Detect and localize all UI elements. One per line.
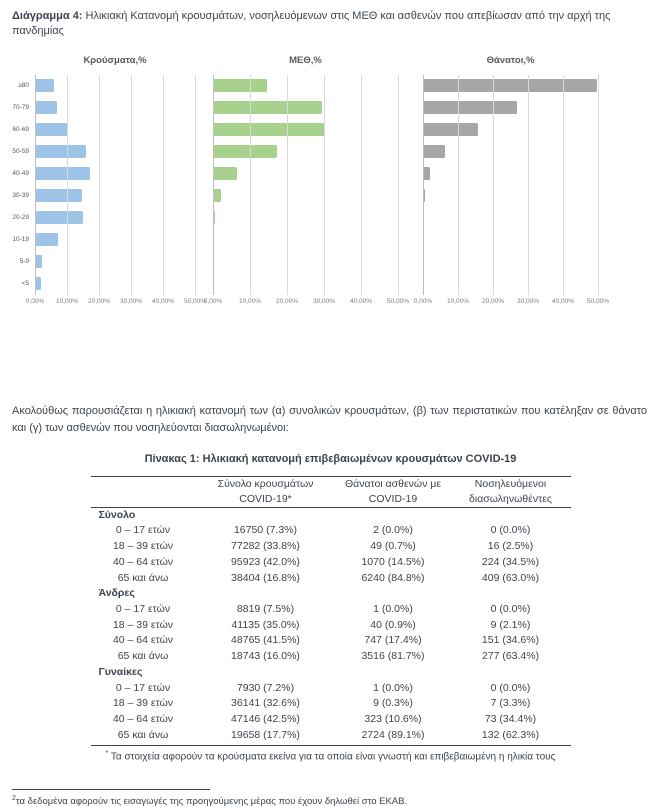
figure-title bbox=[0, 0, 661, 39]
bar bbox=[213, 189, 221, 202]
bar bbox=[213, 167, 237, 180]
header-intubated: Νοσηλευόμενοι διασωληνωθέντες bbox=[451, 476, 571, 507]
gridline bbox=[528, 75, 529, 295]
bar bbox=[213, 123, 325, 136]
x-axis bbox=[35, 298, 195, 310]
x-tick: 30,00% bbox=[517, 298, 539, 305]
bar bbox=[423, 123, 478, 136]
x-tick: 50,00% bbox=[387, 298, 409, 305]
table-row: 18 – 39 ετών 36141 (32.6%) 9 (0.3%) 7 (3.3%) bbox=[91, 696, 571, 712]
chart-deaths bbox=[423, 55, 598, 310]
section-men: Άνδρες bbox=[91, 586, 571, 602]
table-row: 0 – 17 ετών 7930 (7.2%) 1 (0.0%) 0 (0.0%) bbox=[91, 681, 571, 697]
header-deaths: Θάνατοι ασθενών με COVID-19 bbox=[336, 476, 451, 507]
age-group-axis bbox=[6, 75, 32, 295]
gridline bbox=[598, 75, 599, 295]
gridline bbox=[423, 75, 424, 295]
table-row: 65 και άνω 18743 (16.0%) 3516 (81.7%) 277 (63.4%) bbox=[91, 649, 571, 665]
gridline bbox=[398, 75, 399, 295]
figure-label: Διάγραμμα 4: bbox=[12, 10, 82, 22]
table-row: 40 – 64 ετών 95923 (42.0%) 1070 (14.5%) 224 (34.5%) bbox=[91, 555, 571, 571]
chart-cases bbox=[35, 55, 195, 310]
x-tick: 10,00% bbox=[56, 298, 78, 305]
x-tick: 20,00% bbox=[482, 298, 504, 305]
category-label: 40-49 bbox=[6, 163, 32, 185]
category-label: 10-19 bbox=[6, 229, 32, 251]
bar bbox=[423, 101, 517, 114]
table-row: 0 – 17 ετών 16750 (7.3%) 2 (0.0%) 0 (0.0%) bbox=[91, 523, 571, 539]
bar bbox=[35, 123, 68, 136]
gridline bbox=[131, 75, 132, 295]
chart-icu bbox=[213, 55, 398, 310]
footnote-marker: * bbox=[106, 750, 109, 757]
header-cases: Σύνολο κρουσμάτων COVID-19* bbox=[196, 476, 336, 507]
category-label: 30-39 bbox=[6, 185, 32, 207]
age-distribution-charts bbox=[0, 55, 661, 313]
footnote-separator bbox=[12, 789, 210, 790]
gridline bbox=[213, 75, 214, 295]
x-axis bbox=[423, 298, 598, 310]
x-tick: 30,00% bbox=[120, 298, 142, 305]
x-tick: 50,00% bbox=[184, 298, 206, 305]
x-tick: 40,00% bbox=[552, 298, 574, 305]
age-distribution-table bbox=[91, 476, 571, 747]
gridline bbox=[163, 75, 164, 295]
x-tick: 0,00% bbox=[26, 298, 44, 305]
table-row: 18 – 39 ετών 77282 (33.8%) 49 (0.7%) 16 (2.5%) bbox=[91, 539, 571, 555]
bar bbox=[213, 101, 322, 114]
bar bbox=[213, 79, 267, 92]
chart-deaths-title: Θάνατοι,% bbox=[423, 55, 598, 69]
gridline bbox=[35, 75, 36, 295]
footnote-marker: 2 bbox=[12, 795, 16, 802]
table-row: 65 και άνω 38404 (16.8%) 6240 (84.8%) 409 (63.0%) bbox=[91, 571, 571, 587]
bar bbox=[35, 167, 90, 180]
gridline bbox=[195, 75, 196, 295]
table-row: 0 – 17 ετών 8819 (7.5%) 1 (0.0%) 0 (0.0%) bbox=[91, 602, 571, 618]
header-empty bbox=[91, 476, 196, 507]
category-label: 20-29 bbox=[6, 207, 32, 229]
table-row: 40 – 64 ετών 48765 (41.5%) 747 (17.4%) 151 (34.6%) bbox=[91, 633, 571, 649]
gridline bbox=[324, 75, 325, 295]
bar bbox=[35, 211, 83, 224]
table-header-row bbox=[91, 476, 571, 507]
table-row: 18 – 39 ετών 41135 (35.0%) 40 (0.9%) 9 (2.1%) bbox=[91, 618, 571, 634]
section-total: Σύνολο bbox=[91, 507, 571, 523]
category-label: 5-9 bbox=[6, 251, 32, 273]
bar bbox=[35, 189, 82, 202]
category-label: 60-69 bbox=[6, 119, 32, 141]
intro-paragraph: Ακολούθως παρουσιάζεται η ηλικιακή κατανομή των (α) συνολικών κρουσμάτων, (β) των περιστατικών που κατέληξαν σε θάνατο και (γ) των ασθενών που νοσηλεύονται διασωληνωμένοι: bbox=[12, 403, 647, 437]
gridline bbox=[458, 75, 459, 295]
section-women: Γυναίκες bbox=[91, 665, 571, 681]
chart-cases-plot bbox=[35, 75, 195, 295]
gridline bbox=[287, 75, 288, 295]
table-row: 40 – 64 ετών 47146 (42.5%) 323 (10.6%) 73 (34.4%) bbox=[91, 712, 571, 728]
table-footnote-text: Τα στοιχεία αφορούν τα κρούσματα εκείνα για τα οποία είναι γνωστή και επιβεβαιωμένη η ηλικία τους bbox=[111, 752, 556, 763]
x-tick: 50,00% bbox=[587, 298, 609, 305]
chart-icu-title: ΜΕΘ,% bbox=[213, 55, 398, 69]
table-title: Πίνακας 1: Ηλικιακή κατανομή επιβεβαιωμένων κρουσμάτων COVID-19 bbox=[0, 453, 661, 465]
x-tick: 0,00% bbox=[204, 298, 222, 305]
bar bbox=[35, 145, 86, 158]
bar bbox=[35, 233, 58, 246]
gridline bbox=[361, 75, 362, 295]
x-tick: 40,00% bbox=[152, 298, 174, 305]
bar bbox=[35, 255, 42, 268]
table-row: 65 και άνω 19658 (17.7%) 2724 (89.1%) 132 (62.3%) bbox=[91, 728, 571, 746]
x-tick: 20,00% bbox=[276, 298, 298, 305]
bar bbox=[423, 167, 430, 180]
figure-caption: Ηλικιακή Κατανομή κρουσμάτων, νοσηλευόμενων στις ΜΕΘ και ασθενών που απεβίωσαν από την αρχή της πανδημίας bbox=[12, 10, 610, 37]
gridline bbox=[67, 75, 68, 295]
bar bbox=[213, 145, 277, 158]
x-tick: 10,00% bbox=[239, 298, 261, 305]
gridline bbox=[99, 75, 100, 295]
bar bbox=[423, 79, 597, 92]
bar bbox=[35, 79, 54, 92]
chart-deaths-plot bbox=[423, 75, 598, 295]
category-label: <5 bbox=[6, 273, 32, 295]
x-tick: 30,00% bbox=[313, 298, 335, 305]
bar bbox=[423, 145, 445, 158]
page-footnote-text: τα δεδομένα αφορούν τις εισαγωγές της προηγούμενης μέρας που έχουν δηλωθεί στο ΕΚΑΒ. bbox=[16, 796, 407, 807]
table-footnote bbox=[0, 750, 661, 762]
x-tick: 0,00% bbox=[414, 298, 432, 305]
x-tick: 10,00% bbox=[447, 298, 469, 305]
chart-icu-plot bbox=[213, 75, 398, 295]
gridline bbox=[493, 75, 494, 295]
x-tick: 40,00% bbox=[350, 298, 372, 305]
category-label: 70-79 bbox=[6, 97, 32, 119]
x-axis bbox=[213, 298, 398, 310]
category-label: 50-59 bbox=[6, 141, 32, 163]
x-tick: 20,00% bbox=[88, 298, 110, 305]
gridline bbox=[250, 75, 251, 295]
page-footnote bbox=[12, 789, 661, 807]
gridline bbox=[563, 75, 564, 295]
category-label: ≥80 bbox=[6, 75, 32, 97]
chart-cases-title: Κρούσματα,% bbox=[35, 55, 195, 69]
bar bbox=[35, 101, 57, 114]
